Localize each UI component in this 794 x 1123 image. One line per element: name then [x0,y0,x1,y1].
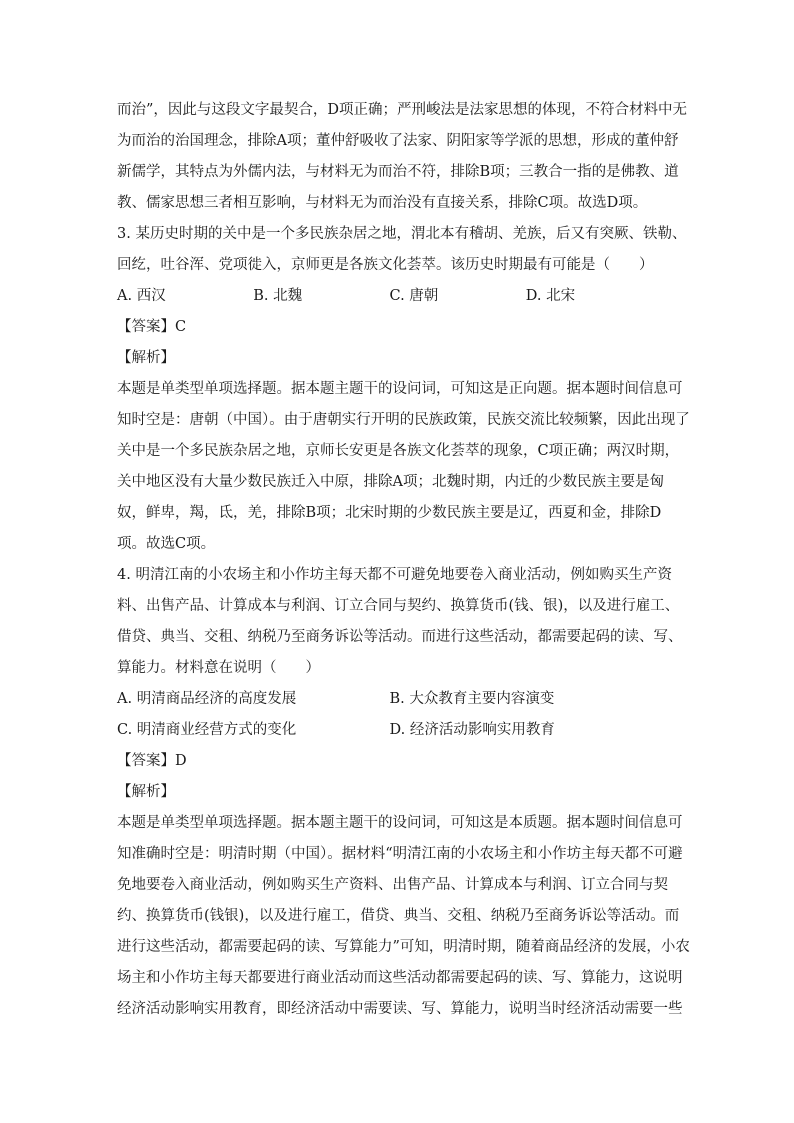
text-line: 而治”，因此与这段文字最契合，D项正确；严刑峻法是法家思想的体现，不符合材料中无 [117,102,688,118]
analysis-line: 知时空是：唐朝（中国）。由于唐朝实行开明的民族政策，民族交流比较频繁，因此出现了 [117,412,690,428]
analysis-line: 奴，鲜卑，羯，氐，羌，排除B项；北宋时期的少数民族主要是辽，西夏和金，排除D [117,505,662,521]
option-b: B. 大众教育主要内容演变 [389,691,555,707]
question-stem-line: 3. 某历史时期的关中是一个多民族杂居之地，渭北本有稽胡、羌族，后又有突厥、铁勒、 [117,226,687,242]
option-d: D. 北宋 [525,288,576,304]
analysis-line: 本题是单类型单项选择题。据本题主题干的设问词，可知这是正向题。据本题时间信息可 [117,381,683,397]
document-page [117,95,690,1025]
option-c: C. 唐朝 [389,288,439,304]
analysis-line: 进行这些活动，都需要起码的读、写算能力”可知，明清时期，随着商品经济的发展，小农 [117,939,690,955]
option-c: C. 明清商业经营方式的变化 [117,722,297,738]
text-line: 为而治的治国理念，排除A项；董仲舒吸收了法家、阴阳家等学派的思想，形成的董仲舒 [117,133,679,149]
analysis-line: 场主和小作坊主每天都要进行商业活动而这些活动都需要起码的读、写、算能力，这说明 [117,970,683,986]
analysis-line: 关中地区没有大量少数民族迁入中原，排除A项；北魏时期，内迁的少数民族主要是匈 [117,474,664,490]
analysis-label: 【解析】 [117,350,175,366]
question-stem-line: 算能力。材料意在说明（ ） [117,660,320,676]
text-line: 新儒学，其特点为外儒内法，与材料无为而治不符，排除B项；三教合一指的是佛教、道 [117,164,679,180]
analysis-line: 本题是单类型单项选择题。据本题主题干的设问词，可知这是本质题。据本题时间信息可 [117,815,683,831]
analysis-label: 【解析】 [117,784,175,800]
option-row [117,281,662,312]
option-row [117,684,662,715]
analysis-line: 知准确时空是：明清时期（中国）。据材料“明清江南的小农场主和小作坊主每天都不可避 [117,846,683,862]
option-d: D. 经济活动影响实用教育 [389,722,555,738]
question-stem-line: 借贷、典当、交租、纳税乃至商务诉讼等活动。而进行这些活动，都需要起码的读、写、 [117,629,683,645]
analysis-line: 关中是一个多民族杂居之地，京师长安更是各族文化荟萃的现象，C项正确；两汉时期， [117,443,680,459]
question-stem-line: 4. 明清江南的小农场主和小作坊主每天都不可避免地要卷入商业活动，例如购买生产资 [117,567,672,583]
answer-line: 【答案】D [117,753,187,769]
text-line: 教、儒家思想三者相互影响，与材料无为而治没有直接关系，排除C项。故选D项。 [117,195,648,211]
analysis-line: 经济活动影响实用教育，即经济活动中需要读、写、算能力，说明当时经济活动需要一些 [117,1001,683,1017]
question-4 [117,560,690,1025]
analysis-line: 约、换算货币(钱银)，以及进行雇工，借贷、典当、交租、纳税乃至商务诉讼等活动。而 [117,908,680,924]
option-a: A. 明清商品经济的高度发展 [117,691,297,707]
option-row [117,715,662,746]
prev-explanation [117,95,688,219]
analysis-line: 免地要卷入商业活动，例如购买生产资料、出售产品、计算成本与利润、订立合同与契 [117,877,668,893]
question-3 [117,219,690,560]
answer-line: 【答案】C [117,319,187,335]
question-stem-line: 料、出售产品、计算成本与利润、订立合同与契约、换算货币(钱、银)，以及进行雇工、 [117,598,680,614]
option-a: A. 西汉 [117,288,166,304]
option-b: B. 北魏 [253,288,303,304]
analysis-line: 项。故选C项。 [117,536,216,552]
question-stem-line: 回纥，吐谷浑、党项徙入，京师更是各族文化荟萃。该历史时期最有可能是（ ） [117,257,654,273]
